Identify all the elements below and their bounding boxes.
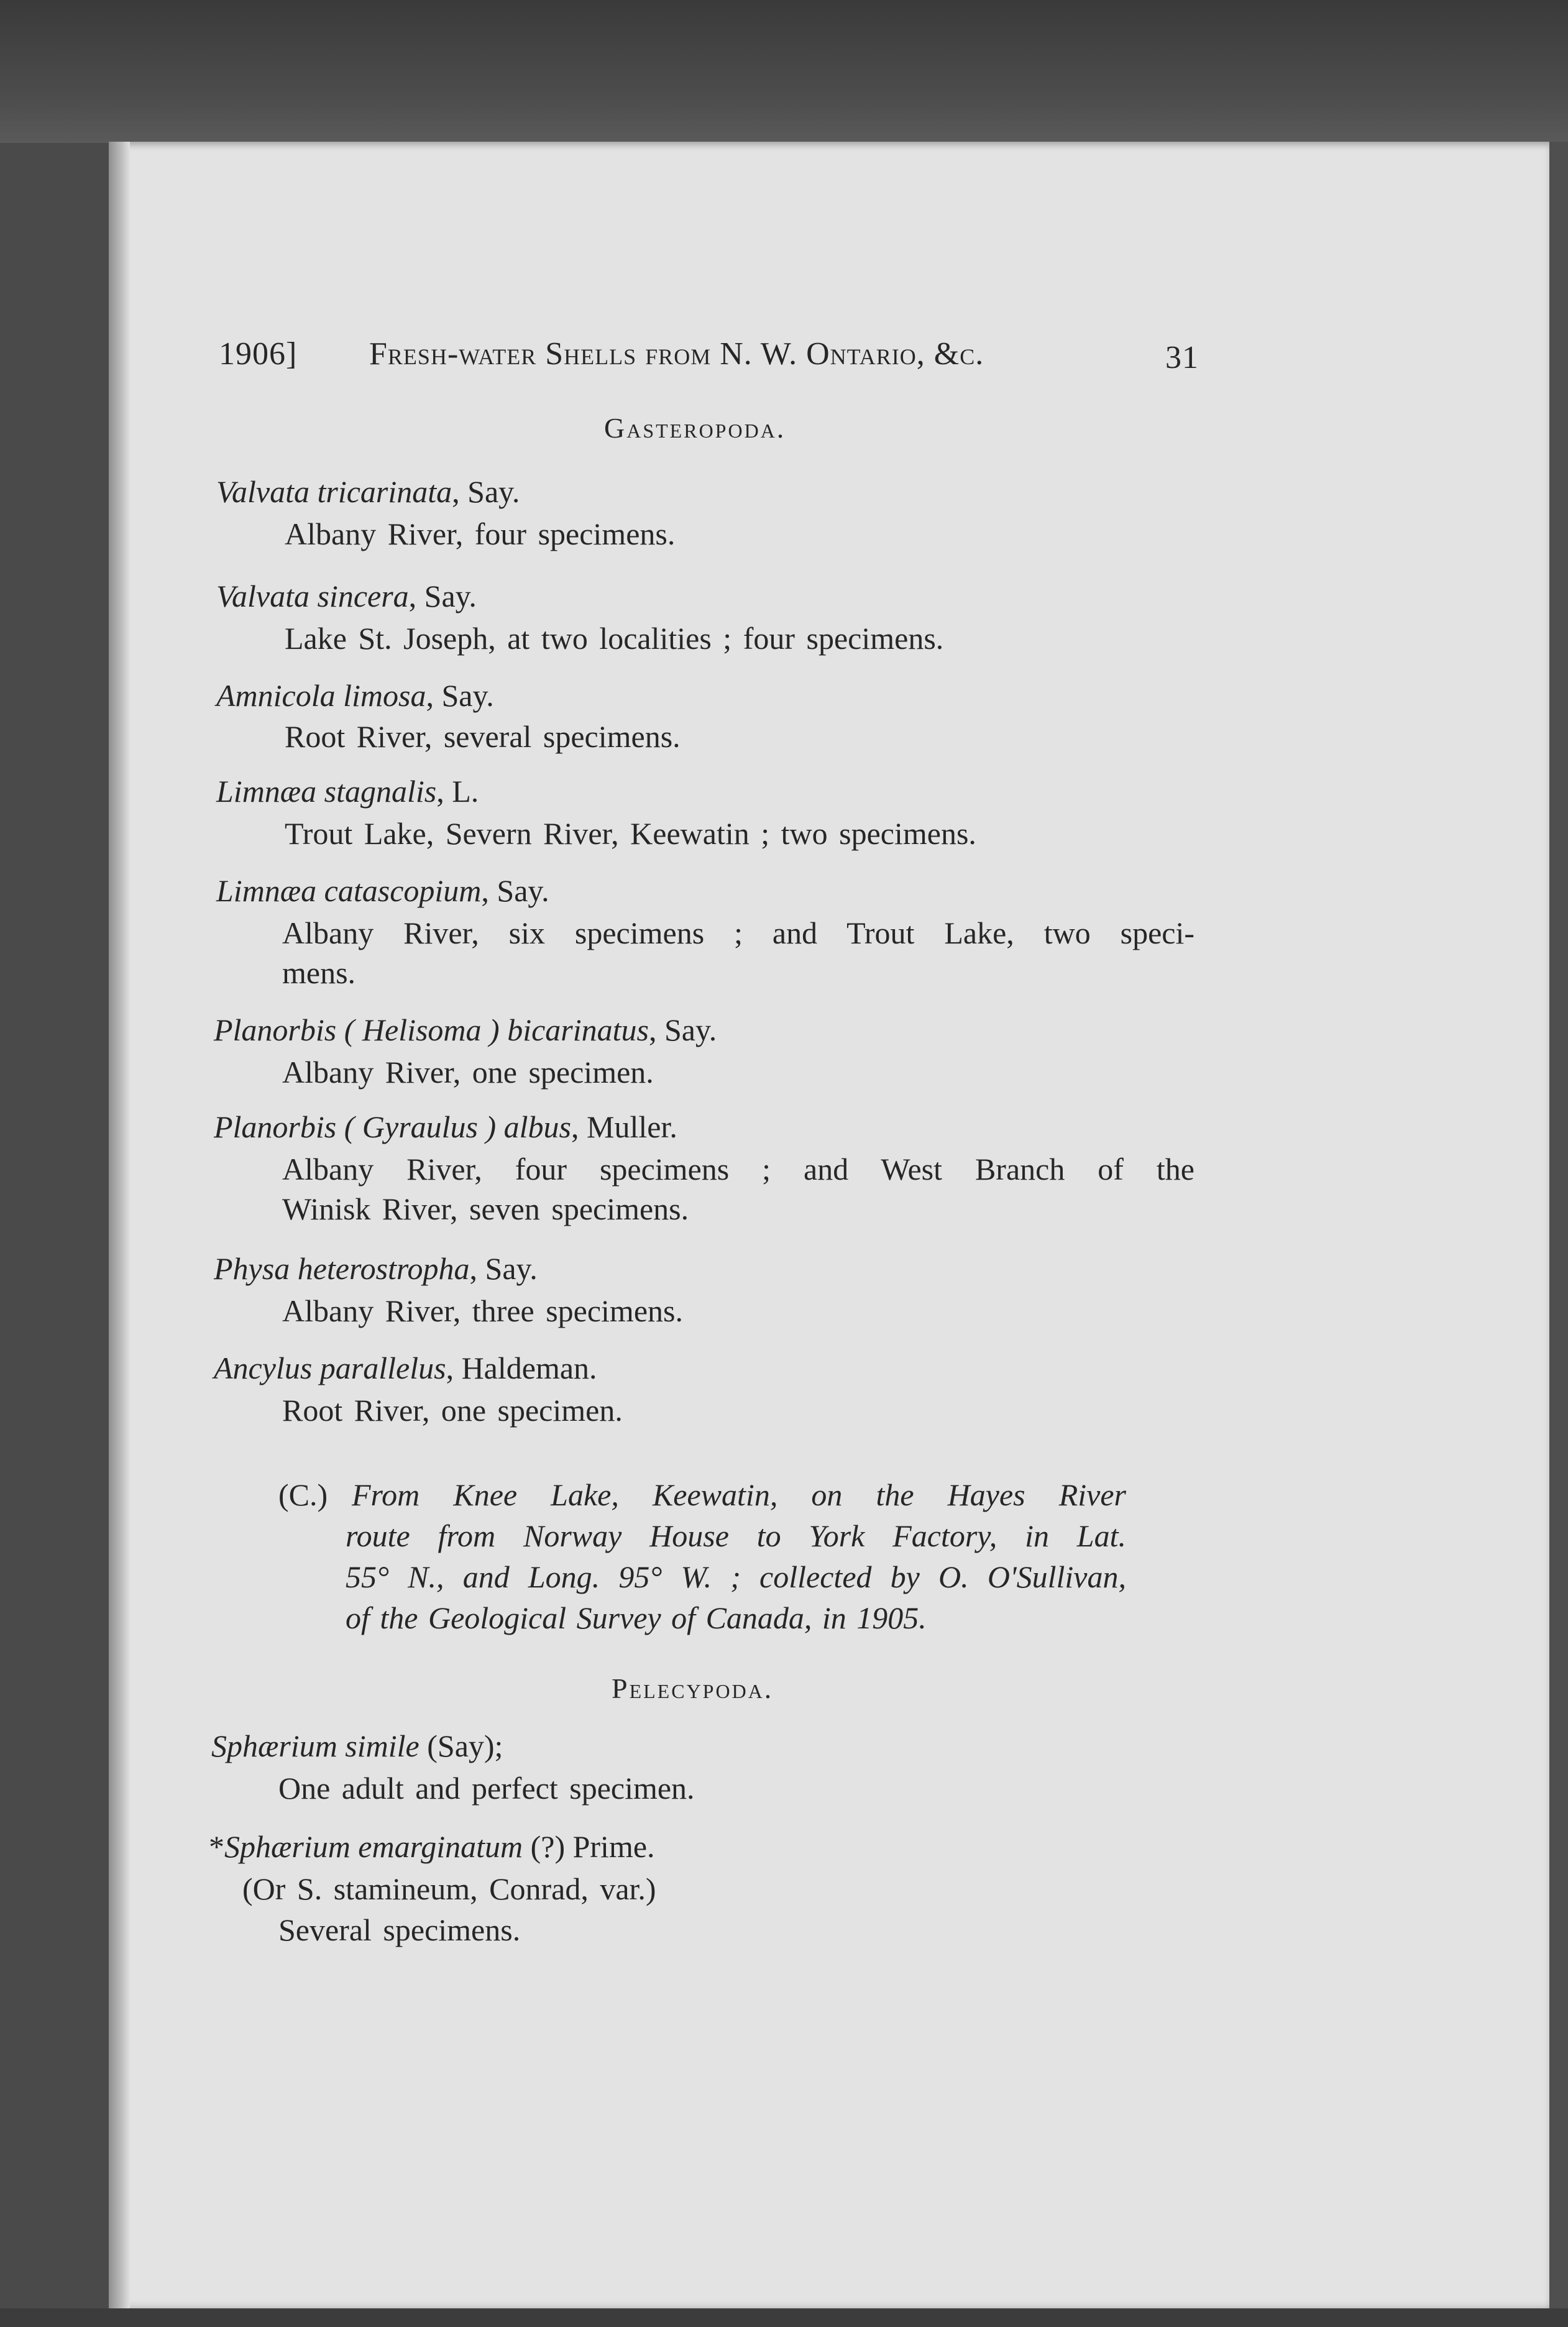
locality-line: Winisk River, seven specimens. <box>282 1191 689 1226</box>
species-name: Ancylus parallelus <box>214 1351 446 1385</box>
species-name: Sphærium emarginatum <box>224 1829 523 1864</box>
locality-line: Albany River, four specimens. <box>285 516 676 551</box>
species-authority: , Say. <box>426 678 494 713</box>
species-entry <box>209 1829 655 1865</box>
species-name: Amnicola limosa <box>216 678 426 713</box>
species-authority: (?) Prime. <box>523 1829 655 1864</box>
species-authority: , Say. <box>648 1012 717 1047</box>
locality-line: Trout Lake, Severn River, Keewatin ; two specimens. <box>285 816 976 851</box>
species-entry <box>216 474 520 510</box>
species-authority: , Say. <box>481 873 549 908</box>
page-number: 31 <box>1165 340 1199 375</box>
variety-note: (Or S. stamineum, Conrad, var.) <box>242 1871 656 1906</box>
species-entry <box>214 1350 597 1386</box>
species-name: Valvata sincera <box>216 579 409 613</box>
species-entry <box>211 1728 503 1764</box>
species-name: Limnæa catascopium <box>216 873 482 908</box>
locality-line: mens. <box>282 955 356 990</box>
species-entry <box>214 1012 717 1048</box>
species-name: Limnæa stagnalis <box>216 774 437 809</box>
running-head-title: Fresh-water Shells from N. W. Ontario, &c. <box>369 336 984 372</box>
section-c-label: (C.) <box>278 1477 328 1512</box>
species-entry <box>216 873 549 909</box>
section-heading-pelecypoda: Pelecypoda. <box>612 1673 774 1704</box>
locality-line: Root River, several specimens. <box>285 719 681 754</box>
section-heading-gasteropoda: Gasteropoda. <box>604 412 786 444</box>
locality-line: Root River, one specimen. <box>282 1393 623 1428</box>
section-c-line: From Knee Lake, Keewatin, on the Hayes River <box>352 1477 1126 1512</box>
locality-line: Albany River, six specimens ; and Trout Lake, two speci- <box>282 916 1194 950</box>
species-entry <box>216 677 494 714</box>
species-prefix: * <box>209 1829 224 1864</box>
species-name: Planorbis ( Gyraulus ) albus <box>214 1109 571 1144</box>
species-name: Valvata tricarinata <box>216 474 452 509</box>
locality-line: Albany River, three specimens. <box>282 1293 683 1328</box>
species-name: Planorbis ( Helisoma ) bicarinatus <box>214 1012 649 1047</box>
locality-line: Albany River, four specimens ; and West Branch of the <box>282 1152 1194 1186</box>
locality-line: One adult and perfect specimen. <box>278 1771 695 1806</box>
section-c-line: route from Norway House to York Factory, in Lat. <box>346 1518 1126 1553</box>
species-entry <box>214 1109 677 1145</box>
species-entry <box>216 578 477 614</box>
running-head-year: 1906] <box>219 336 298 372</box>
species-authority: , Say. <box>408 579 477 613</box>
species-authority: , Haldeman. <box>446 1351 597 1385</box>
species-authority: , Say. <box>469 1251 538 1286</box>
section-c-line: of the Geological Survey of Canada, in 1905. <box>346 1600 927 1635</box>
species-authority: , Muller. <box>571 1109 677 1144</box>
species-name: Physa heterostropha <box>214 1251 470 1286</box>
locality-line: Several specimens. <box>278 1912 521 1947</box>
locality-line: Lake St. Joseph, at two localities ; four specimens. <box>285 621 944 656</box>
species-entry <box>214 1251 538 1287</box>
locality-line: Albany River, one specimen. <box>282 1055 654 1090</box>
species-name: Sphærium simile <box>211 1728 420 1763</box>
section-c-line: 55° N., and Long. 95° W. ; collected by O. O'Sullivan, <box>346 1559 1126 1594</box>
species-entry <box>216 773 479 809</box>
species-authority: , L. <box>436 774 479 809</box>
species-authority: , Say. <box>452 474 520 509</box>
species-authority: (Say); <box>419 1728 503 1763</box>
